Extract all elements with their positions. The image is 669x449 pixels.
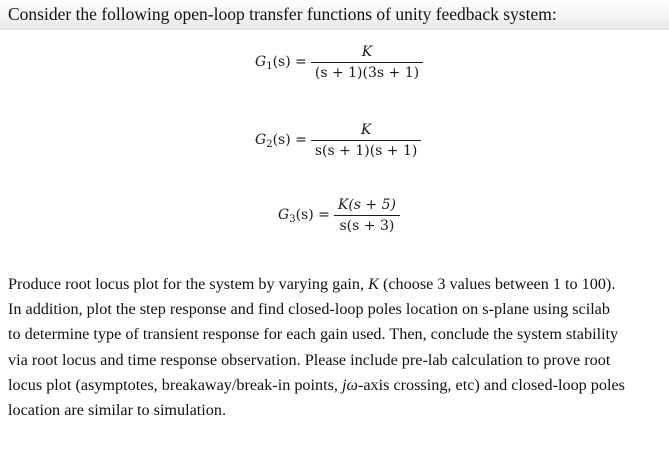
equation-g1 <box>255 44 423 81</box>
equation-g3-lhs: $G_3(s)$ = <box>278 206 330 225</box>
paragraph-line-2: In addition, plot the step response and find closed-loop poles location on s-plane using scilab <box>8 300 610 319</box>
paragraph-line-5: locus plot (asymptotes, breakaway/break-in points, jω-axis crossing, etc) and closed-loop poles <box>8 375 625 394</box>
equation-g3-fraction <box>334 197 400 234</box>
equation-g3-numerator: K(s + 5) <box>337 197 396 213</box>
equation-g3 <box>278 197 400 234</box>
paragraph-line-3: to determine type of transient response for each gain used. Then, conclude the system stability <box>8 325 619 344</box>
equation-g2-denominator: s(s + 1)(s + 1) <box>314 143 418 159</box>
equation-g3-denominator: s(s + 3) <box>339 218 395 234</box>
equation-g1-numerator: K <box>361 44 373 60</box>
equation-g1-lhs: $G_1(s)$ = <box>255 53 307 72</box>
equation-g1-fraction <box>311 44 423 81</box>
paragraph-line-1: Produce root locus plot for the system by varying gain, K (choose 3 values between 1 to 100). <box>8 275 616 293</box>
paragraph-line-4: via root locus and time response observation. Please include pre-lab calculation to prove root <box>8 350 611 369</box>
instructions-paragraph <box>8 272 663 423</box>
equation-g2-numerator: K <box>360 122 372 138</box>
equation-g2 <box>255 122 421 159</box>
equation-g2-lhs: $G_2(s)$ = <box>255 131 307 150</box>
equation-g2-fraction <box>311 122 421 159</box>
intro-text: Consider the following open-loop transfer functions of unity feedback system: <box>8 4 557 24</box>
paragraph-line-6: location are similar to simulation. <box>8 400 227 419</box>
equation-g1-denominator: (s + 1)(3s + 1) <box>314 65 420 81</box>
